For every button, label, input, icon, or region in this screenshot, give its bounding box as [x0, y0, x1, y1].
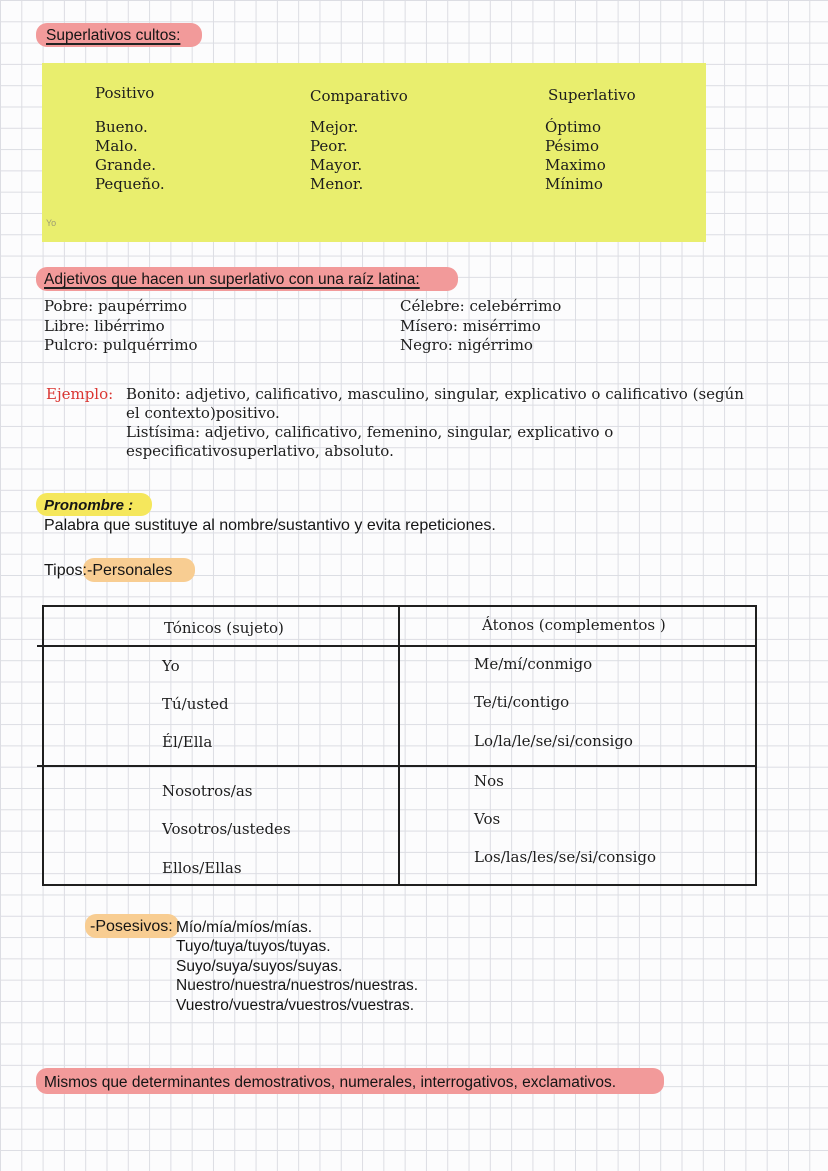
table-cell: Nosotros/as — [162, 782, 253, 800]
table-cell: Nos — [474, 772, 504, 790]
table-cell: Te/ti/contigo — [474, 693, 570, 711]
latin-pair: Libre: libérrimo — [44, 316, 165, 335]
column-header-comparativo: Comparativo — [310, 87, 408, 105]
table-cell: Vosotros/ustedes — [162, 820, 291, 838]
posesivo-line: Suyo/suya/suyos/suyas. — [176, 957, 343, 975]
superlativo-item: Óptimo — [545, 118, 601, 136]
posesivos-list — [176, 918, 418, 1015]
latin-pair: Célebre: celebérrimo — [400, 297, 562, 315]
latin-pair: Mísero: misérrimo — [400, 316, 541, 335]
comparativo-list — [310, 118, 363, 194]
superlativo-list — [545, 118, 606, 194]
positivo-item: Grande. — [95, 156, 157, 174]
example-text-block — [126, 385, 744, 461]
posesivos-label: -Posesivos: — [90, 918, 173, 935]
posesivo-line: Nuestro/nuestra/nuestros/nuestras. — [176, 977, 419, 995]
positivo-list — [95, 118, 165, 194]
comparativo-item: Mejor. — [310, 118, 359, 136]
author-watermark: Yo — [46, 218, 57, 228]
table-cell: Lo/la/le/se/si/consigo — [474, 732, 633, 750]
types-label: Tipos: — [44, 562, 87, 579]
comparativo-item: Menor. — [310, 175, 364, 193]
table-singular-plural-separator — [37, 765, 755, 767]
table-column-divider — [398, 607, 400, 884]
table-cell: Me/mí/conmigo — [474, 655, 593, 673]
table-cell: Ellos/Ellas — [162, 859, 242, 877]
example-line: Bonito: adjetivo, calificativo, masculino, singular, explicativo o calificativo (según — [126, 385, 744, 403]
types-line — [44, 562, 172, 580]
example-label: Ejemplo: — [46, 385, 114, 403]
comparativo-item: Peor. — [310, 137, 348, 155]
comparativo-item: Mayor. — [310, 156, 363, 174]
posesivo-line: Mío/mía/míos/mías. — [176, 919, 313, 936]
table-cell: Los/las/les/se/si/consigo — [474, 848, 657, 866]
example-line: especificativosuperlativo, absoluto. — [126, 442, 394, 460]
superlativo-item: Mínimo — [545, 175, 603, 193]
pronombre-definition: Palabra que sustituye al nombre/sustantivo y evita repeticiones. — [44, 517, 496, 534]
posesivo-line: Tuyo/tuya/tuyos/tuyas. — [176, 938, 331, 956]
superlativo-item: Maximo — [545, 156, 606, 174]
page-title: Superlativos cultos: — [46, 27, 181, 44]
latin-roots-heading: Adjetivos que hacen un superlativo con una raíz latina: — [44, 271, 420, 288]
latin-pair: Pobre: paupérrimo — [44, 297, 188, 315]
pronombre-heading: Pronombre : — [44, 497, 134, 514]
table-cell: Tú/usted — [162, 695, 229, 713]
table-header-separator — [37, 645, 755, 647]
positivo-item: Malo. — [95, 137, 138, 155]
table-header-tonicos: Tónicos (sujeto) — [164, 619, 284, 637]
types-value-personales: -Personales — [86, 562, 173, 579]
superlativo-item: Pésimo — [545, 137, 600, 155]
footer-note: Mismos que determinantes demostrativos, numerales, interrogativos, exclamativos. — [44, 1074, 617, 1091]
example-line: el contexto)positivo. — [126, 404, 280, 422]
table-cell: Él/Ella — [162, 733, 213, 751]
table-header-atonos: Átonos (complementos ) — [482, 616, 666, 634]
posesivo-line: Vuestro/vuestra/vuestros/vuestras. — [176, 996, 415, 1014]
latin-roots-right-column — [400, 297, 561, 356]
latin-pair: Negro: nigérrimo — [400, 336, 533, 354]
column-header-superlativo: Superlativo — [548, 86, 636, 104]
positivo-item: Bueno. — [95, 118, 148, 136]
superlatives-note-box — [42, 63, 706, 242]
latin-pair: Pulcro: pulquérrimo — [44, 336, 198, 354]
example-line: Listísima: adjetivo, calificativo, femenino, singular, explicativo o — [126, 423, 614, 441]
positivo-item: Pequeño. — [95, 175, 165, 193]
personal-pronouns-table — [42, 605, 757, 886]
column-header-positivo: Positivo — [95, 84, 155, 102]
table-cell: Vos — [474, 810, 501, 828]
table-cell: Yo — [162, 657, 180, 675]
latin-roots-left-column — [44, 297, 198, 356]
